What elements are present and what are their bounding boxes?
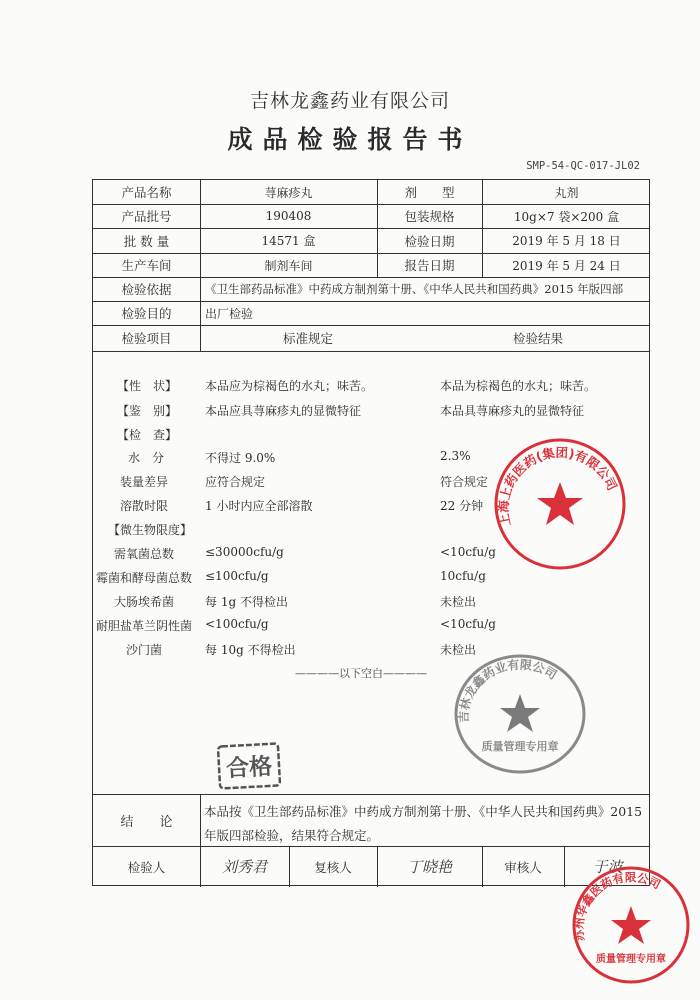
item-result: 本品为棕褐色的水丸；味苦。	[440, 379, 597, 393]
inspector-label: 检验人	[127, 859, 166, 875]
item-result: 2.3%	[440, 449, 471, 463]
row-divider	[93, 351, 649, 352]
batch-label: 产品批号	[121, 209, 172, 224]
test-date-value: 2019 年 5 月 18 日	[512, 234, 621, 248]
item-standard: 每 1g 不得检出	[205, 595, 288, 609]
blank-below-note: ————以下空白————	[295, 667, 427, 680]
workshop-value: 制剂车间	[264, 258, 313, 273]
pack-label: 包装规格	[404, 209, 455, 224]
item-name: 【微生物限度】	[108, 523, 193, 537]
col-divider	[200, 794, 201, 846]
item-standard: ≤100cfu/g	[205, 569, 269, 583]
item-standard: 不得过 9.0%	[205, 451, 276, 465]
pack-value: 10g×7 袋×200 盒	[513, 209, 620, 224]
item-name: 大肠埃希菌	[114, 595, 175, 609]
standard-header: 标准规定	[282, 331, 333, 346]
item-result: <10cfu/g	[440, 545, 496, 559]
item-result: 符合规定	[440, 475, 489, 489]
workshop-label: 生产车间	[121, 258, 172, 273]
item-name: 装量差异	[120, 475, 169, 489]
item-standard: 本品应为棕褐色的水丸；味苦。	[205, 379, 374, 393]
item-name: 水 分	[128, 451, 165, 465]
red-company-seal	[490, 434, 630, 574]
quantity-label: 批 数 量	[123, 233, 170, 249]
item-name: 沙门菌	[126, 643, 163, 657]
basis-label: 检验依据	[121, 282, 172, 297]
svg-text:苏州华鑫医药有限公司: 苏州华鑫医药有限公司	[571, 870, 663, 943]
svg-text:质量管理专用章: 质量管理专用章	[481, 740, 559, 753]
company-name: 吉林龙鑫药业有限公司	[249, 90, 450, 112]
reviewer-label: 复核人	[314, 859, 352, 875]
test-date-label: 检验日期	[404, 233, 455, 249]
batch-value: 190408	[265, 209, 312, 223]
inspector-signature: 刘秀君	[221, 858, 267, 876]
item-standard: 应符合规定	[205, 475, 266, 489]
item-result: <10cfu/g	[440, 617, 496, 631]
item-result: 10cfu/g	[440, 569, 486, 583]
item-name: 【鉴 别】	[117, 404, 178, 418]
item-name: 【检 查】	[117, 428, 178, 442]
report-title: 成品检验报告书	[227, 125, 473, 154]
form-value: 丸剂	[554, 185, 579, 200]
item-result: 未检出	[440, 595, 477, 609]
item-result: 未检出	[440, 643, 477, 657]
conclusion-text: 本品按《卫生部药品标准》中药成方制剂第十册、《中华人民共和国药典》2015 年版四部检验，结果符合规定。	[204, 804, 643, 843]
bottom-quality-seal	[568, 862, 694, 988]
conclusion-label: 结 论	[120, 814, 173, 830]
item-standard: <100cfu/g	[205, 617, 269, 631]
items-header: 检验项目	[121, 331, 172, 346]
report-date-value: 2019 年 5 月 24 日	[512, 258, 621, 273]
basis-value: 《卫生部药品标准》中药成方制剂第十册、《中华人民共和国药典》2015 年版四部	[205, 282, 624, 296]
svg-text:合格: 合格	[225, 753, 273, 783]
item-standard: 本品应具荨麻疹丸的显微特征	[205, 404, 362, 418]
item-name: 溶散时限	[120, 499, 169, 513]
svg-text:吉林龙鑫药业有限公司: 吉林龙鑫药业有限公司	[456, 657, 560, 723]
item-result: 22 分钟	[440, 499, 484, 513]
document-number: SMP-54-QC-017-JL02	[526, 160, 640, 172]
product-name-value: 荨麻疹丸	[264, 185, 313, 200]
reviewer-signature: 丁晓艳	[406, 858, 452, 876]
approver-label: 审核人	[504, 859, 542, 875]
svg-text:上海上药医药(集团)有限公司: 上海上药医药(集团)有限公司	[495, 444, 621, 528]
svg-text:质量管理专用章: 质量管理专用章	[596, 954, 666, 965]
item-name: 需氧菌总数	[114, 547, 175, 561]
item-name: 【性 状】	[117, 379, 178, 393]
item-name: 霉菌和酵母菌总数	[96, 571, 193, 585]
product-name-label: 产品名称	[121, 185, 172, 200]
approver-signature: 于波	[592, 858, 623, 876]
qc-seal	[452, 652, 588, 776]
report-date-label: 报告日期	[404, 258, 455, 273]
purpose-label: 检验目的	[121, 306, 172, 321]
item-result: 本品具荨麻疹丸的显微特征	[440, 404, 585, 418]
item-name: 耐胆盐革兰阴性菌	[96, 619, 193, 633]
quantity-value: 14571 盒	[261, 234, 316, 248]
item-standard: 每 10g 不得检出	[205, 643, 296, 657]
result-header: 检验结果	[512, 331, 563, 346]
form-label: 剂 型	[404, 185, 455, 200]
purpose-value: 出厂检验	[205, 306, 254, 321]
pass-stamp	[216, 742, 282, 790]
item-standard: 1 小时内应全部溶散	[205, 499, 313, 513]
item-standard: ≤30000cfu/g	[205, 545, 284, 559]
